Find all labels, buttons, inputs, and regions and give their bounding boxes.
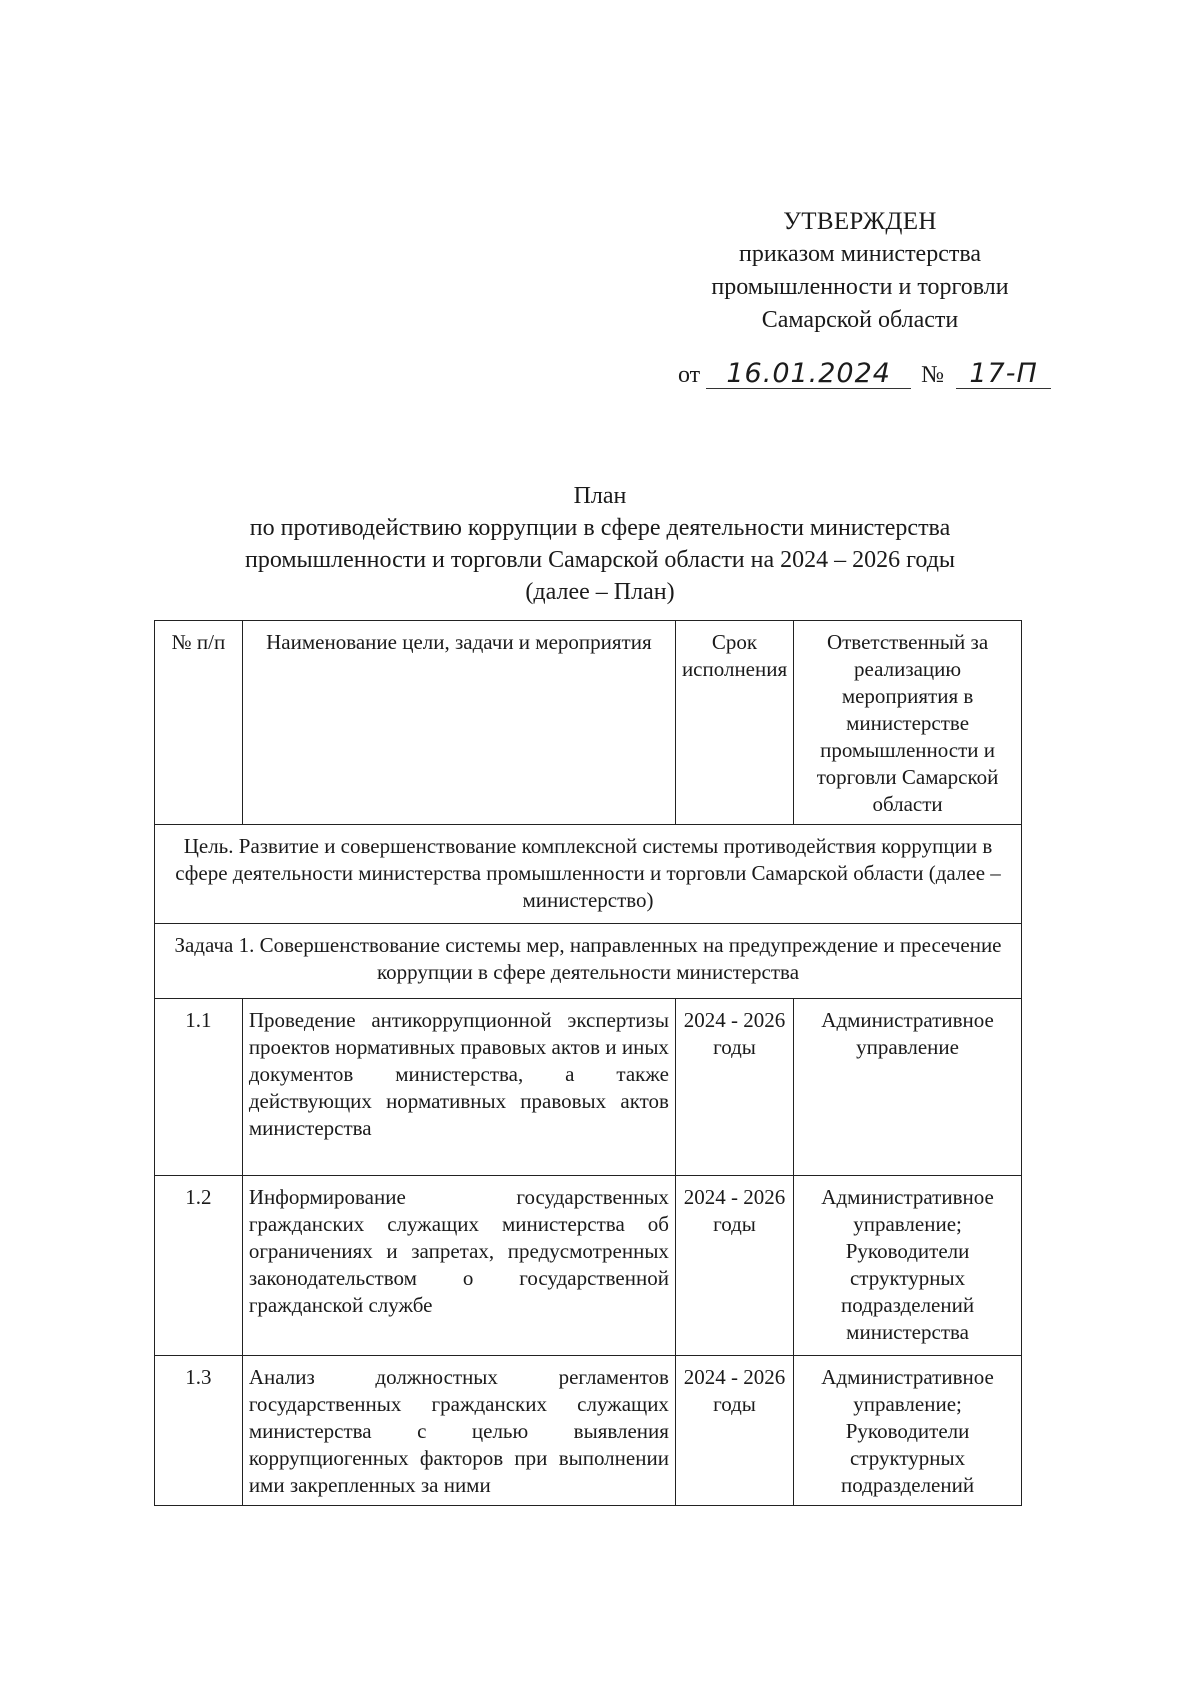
order-from-label: от xyxy=(678,362,701,388)
row-name: Анализ должностных регламентов государственных гражданских служащих министерства с целью выявления коррупциогенных факторов при выполнении ими закрепленных за ними xyxy=(242,1356,675,1506)
table-header-row xyxy=(155,621,1022,825)
plan-title xyxy=(150,480,1050,608)
order-number: 17-П xyxy=(956,360,1051,389)
row-term: 2024 - 2026 годы xyxy=(675,999,793,1176)
table-row xyxy=(155,1356,1022,1506)
plan-title-line-4: (далее – План) xyxy=(525,579,675,605)
row-name: Информирование государственных гражданских служащих министерства об ограничениях и запретах, предусмотренных законодательством о государственной гражданской службе xyxy=(242,1176,675,1356)
order-number-label: № xyxy=(921,362,945,388)
plan-title-line-2: по противодействию коррупции в сфере деятельности министерства xyxy=(249,515,951,541)
goal-text: Цель. Развитие и совершенствование комплексной системы противодействия коррупции в сфере деятельности министерства промышленности и торговли Самарской области (далее – министерство) xyxy=(155,825,1022,924)
row-responsible: Административное управление; Руководители структурных подразделений министерства xyxy=(794,1176,1022,1356)
order-date: 16.01.2024 xyxy=(706,360,911,389)
row-responsible: Административное управление; Руководители структурных подразделений xyxy=(794,1356,1022,1506)
approval-line-3: Самарской области xyxy=(761,307,959,333)
header-term: Срок исполнения xyxy=(675,621,793,825)
row-num: 1.2 xyxy=(155,1176,243,1356)
header-responsible: Ответственный за реализацию мероприятия в министерстве промышленности и торговли Самарской области xyxy=(794,621,1022,825)
header-name: Наименование цели, задачи и мероприятия xyxy=(242,621,675,825)
header-num: № п/п xyxy=(155,621,243,825)
table-row xyxy=(155,1176,1022,1356)
row-num: 1.3 xyxy=(155,1356,243,1506)
row-responsible: Административное управление xyxy=(794,999,1022,1176)
task-row xyxy=(155,924,1022,999)
row-num: 1.1 xyxy=(155,999,243,1176)
task-1-text: Задача 1. Совершенствование системы мер, направленных на предупреждение и пресечение коррупции в сфере деятельности министерства xyxy=(155,924,1022,999)
approval-title: УТВЕРЖДЕН xyxy=(783,208,937,235)
plan-title-line-3: промышленности и торговли Самарской области на 2024 – 2026 годы xyxy=(244,547,956,573)
goal-row xyxy=(155,825,1022,924)
approval-stamp-block xyxy=(650,205,1070,337)
table-row xyxy=(155,999,1022,1176)
row-name: Проведение антикоррупционной экспертизы проектов нормативных правовых актов и иных документов министерства, а также действующих нормативных правовых актов министерства xyxy=(242,999,675,1176)
order-reference xyxy=(678,360,1051,389)
row-term: 2024 - 2026 годы xyxy=(675,1356,793,1506)
plan-table xyxy=(154,620,1022,1506)
approval-line-1: приказом министерства xyxy=(738,241,982,267)
plan-title-line-1: План xyxy=(573,483,627,509)
approval-line-2: промышленности и торговли xyxy=(711,274,1009,300)
row-term: 2024 - 2026 годы xyxy=(675,1176,793,1356)
